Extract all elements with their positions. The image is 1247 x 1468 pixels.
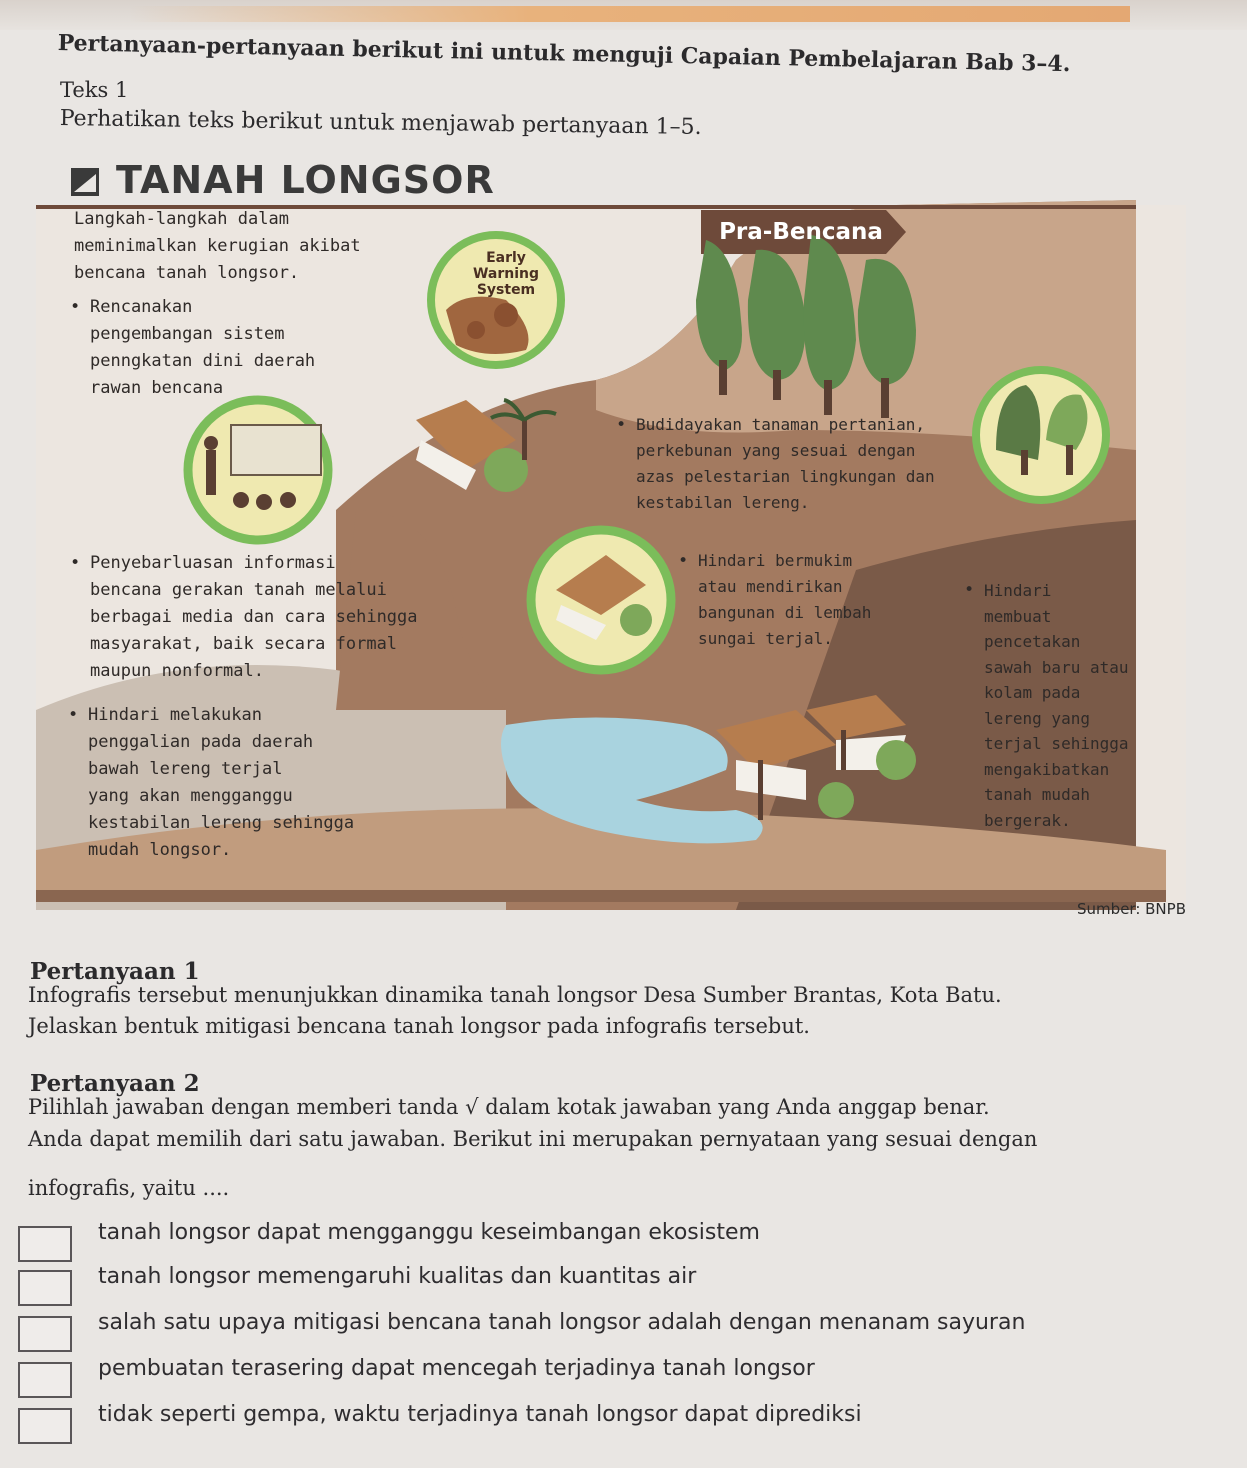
answer-option-label: pembuatan terasering dapat mencegah terjadinya tanah longsor (98, 1356, 815, 1381)
answer-checkbox[interactable] (18, 1408, 72, 1444)
answer-option (18, 1402, 1218, 1442)
text-line: • Penyebarluasan informasi (90, 553, 336, 573)
text-line: azas pelestarian lingkungan dan (636, 467, 935, 486)
page-top-strip (0, 0, 1247, 30)
text-line: • Hindari (984, 581, 1052, 600)
text-line: Langkah-langkah dalam (74, 209, 289, 229)
question-2-title: Pertanyaan 2 (30, 1070, 200, 1097)
answer-option (18, 1220, 1218, 1260)
pra-bencana-banner: Pra-Bencana (719, 219, 883, 245)
intro-heading: Pertanyaan-pertanyaan berikut ini untuk menguji Capaian Pembelajaran Bab 3–4. (57, 30, 1071, 78)
text-line: bawah lereng terjal (88, 759, 283, 779)
text-line: berbagai media dan cara sehingga (90, 607, 418, 627)
text-line: maupun nonformal. (90, 661, 264, 681)
text-line: bencana gerakan tanah melalui (90, 580, 387, 600)
text-line: tanah mudah (984, 785, 1090, 804)
answer-checkbox[interactable] (18, 1270, 72, 1306)
question-1-title: Pertanyaan 1 (30, 958, 200, 985)
text-line: • Hindari bermukim (698, 551, 853, 570)
early-warning-line: System (476, 282, 536, 298)
answer-option-label: tidak seperti gempa, waktu terjadinya tanah longsor dapat diprediksi (98, 1402, 862, 1427)
question-1-line: Infografis tersebut menunjukkan dinamika tanah longsor Desa Sumber Brantas, Kota Batu. (28, 983, 1002, 1007)
text-line: bergerak. (984, 810, 1071, 830)
text-line: pengembangan sistem (90, 324, 285, 344)
text-line: • Hindari melakukan (88, 705, 262, 725)
text-line: pencetakan (984, 632, 1081, 651)
bullet-hindari-penggalian (88, 702, 354, 864)
bullet-rencanakan (90, 294, 315, 402)
text-line: terjal sehingga (984, 734, 1129, 753)
text-line: mengakibatkan (984, 759, 1110, 779)
text-line: perkebunan yang sesuai dengan (636, 441, 916, 460)
answer-checkbox[interactable] (18, 1362, 72, 1398)
infographic-intro (74, 206, 361, 287)
answer-option (18, 1264, 1218, 1304)
question-2-line: infografis, yaitu .... (28, 1176, 230, 1200)
text-line: lereng yang (984, 708, 1090, 728)
early-warning-label (446, 250, 566, 298)
answer-checkbox[interactable] (18, 1226, 72, 1262)
landslide-infographic (36, 150, 1186, 918)
answer-option (18, 1310, 1218, 1350)
text-line: atau mendirikan (698, 577, 843, 596)
text-line: • Budidayakan tanaman pertanian, (636, 415, 925, 434)
answer-option-label: salah satu upaya mitigasi bencana tanah longsor adalah dengan menanam sayuran (98, 1310, 1026, 1335)
answer-option (18, 1356, 1218, 1396)
text-line: • Rencanakan (90, 297, 193, 317)
infographic-title: TANAH LONGSOR (116, 158, 495, 202)
question-1-line: Jelaskan bentuk mitigasi bencana tanah longsor pada infografis tersebut. (28, 1014, 810, 1038)
teks-label: Teks 1 (60, 78, 129, 102)
text-line: kolam pada (984, 683, 1081, 702)
source-caption: Sumber: BNPB (1077, 900, 1186, 918)
text-line: mudah longsor. (88, 840, 232, 860)
text-line: masyarakat, baik secara formal (90, 634, 398, 654)
instruction-text: Perhatikan teks berikut untuk menjawab pertanyaan 1–5. (59, 106, 702, 140)
bullet-hindari-bermukim (698, 548, 871, 652)
bullet-hindari-sawah (984, 578, 1129, 833)
text-line: penngkatan dini daerah (90, 351, 316, 371)
text-line: bangunan di lembah (698, 603, 872, 622)
text-line: sungai terjal. (698, 629, 833, 648)
text-line: yang akan mengganggu (88, 786, 293, 806)
text-line: membuat (984, 606, 1052, 626)
text-line: meminimalkan kerugian akibat (74, 236, 361, 256)
question-2-line: Anda dapat memilih dari satu jawaban. Berikut ini merupakan pernyataan yang sesuai dengan (28, 1127, 1038, 1151)
text-line: sawah baru atau (984, 657, 1129, 677)
early-warning-line: Warning (472, 266, 540, 282)
question-2-line: Pilihlah jawaban dengan memberi tanda √ dalam kotak jawaban yang Anda anggap benar. (28, 1095, 990, 1119)
bullet-budidaya (636, 412, 935, 516)
text-line: kestabilan lereng. (636, 493, 810, 512)
bullet-penyebaran (90, 550, 418, 685)
early-warning-line: Early (486, 250, 526, 266)
answer-option-label: tanah longsor dapat mengganggu keseimbangan ekosistem (98, 1220, 760, 1245)
text-line: kestabilan lereng sehingga (88, 813, 355, 833)
orange-band (130, 6, 1130, 22)
text-line: bencana tanah longsor. (74, 263, 300, 283)
text-line: penggalian pada daerah (88, 732, 314, 752)
text-line: rawan bencana (90, 378, 224, 398)
answer-checkbox[interactable] (18, 1316, 72, 1352)
answer-option-label: tanah longsor memengaruhi kualitas dan kuantitas air (98, 1264, 697, 1289)
